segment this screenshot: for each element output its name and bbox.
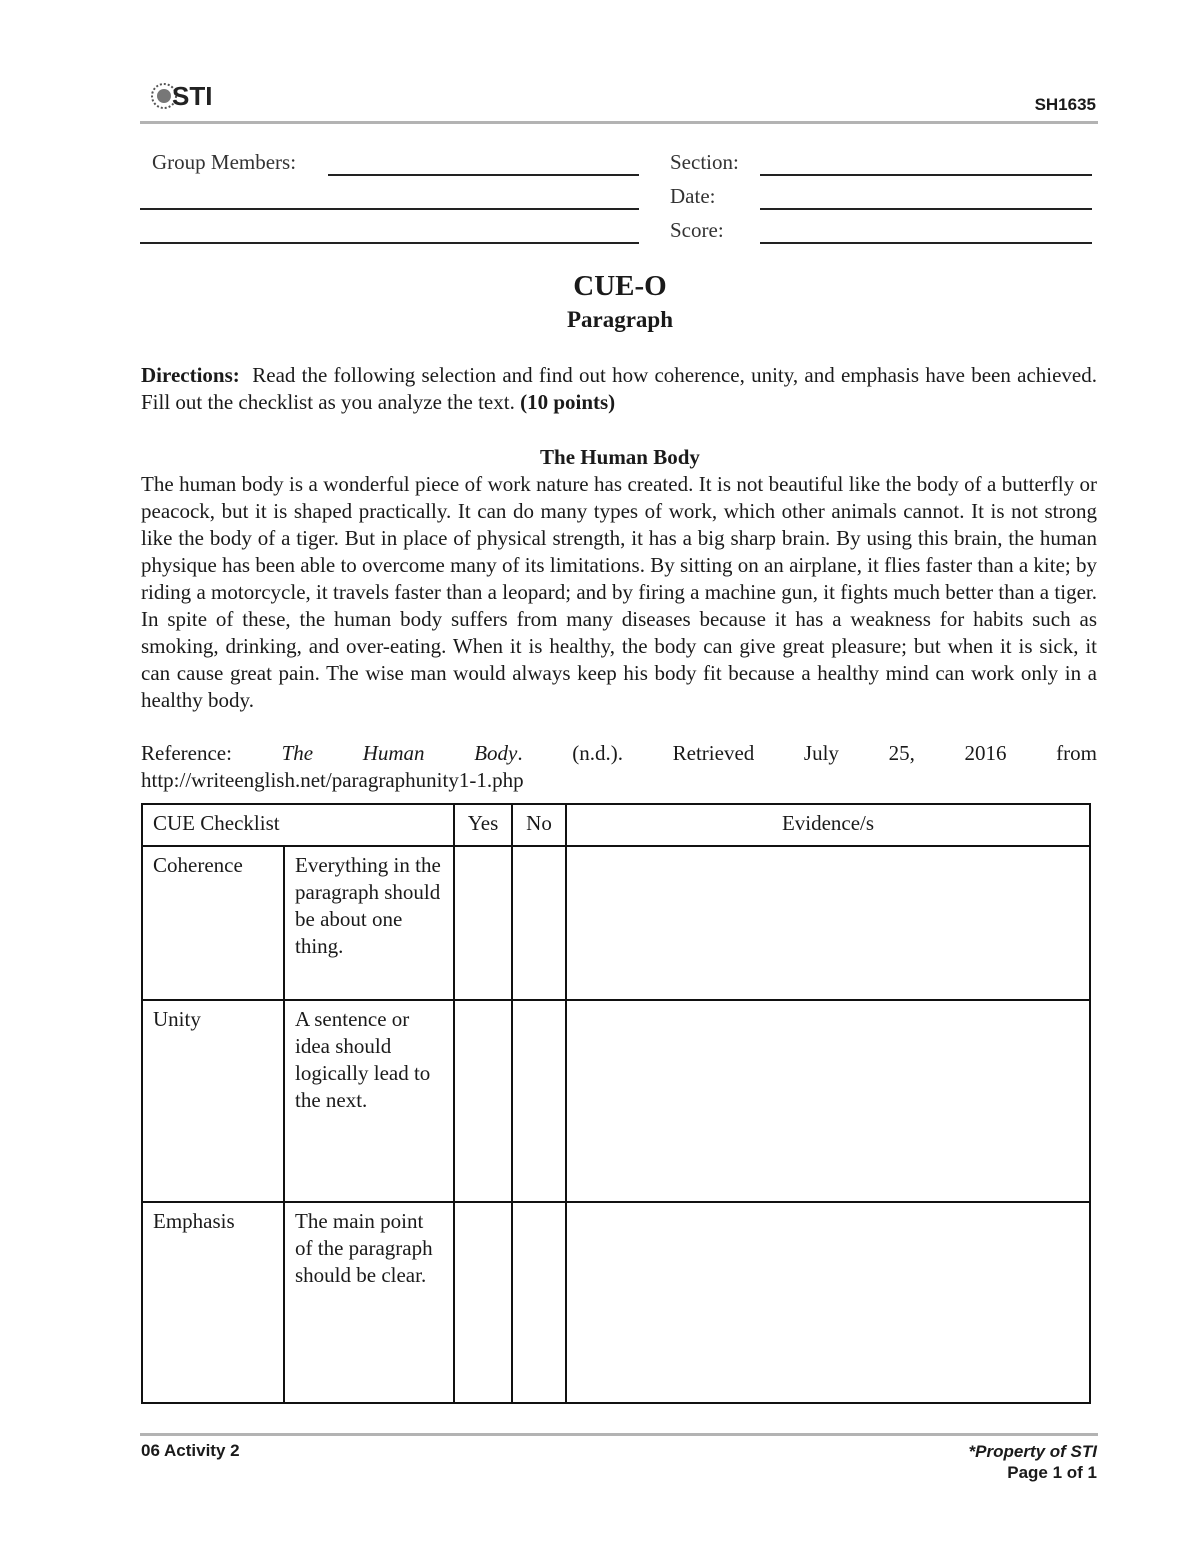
footer-info: [969, 1441, 1097, 1483]
header-divider: [140, 121, 1098, 124]
header-yes: Yes: [454, 804, 512, 846]
reference-url[interactable]: http://writeenglish.net/paragraphunity1-1.php: [141, 768, 524, 792]
evidence-cell[interactable]: [566, 846, 1090, 1000]
reference-month: July: [803, 741, 839, 765]
group-member-field-3[interactable]: [140, 242, 639, 244]
description-cell: A sentence or idea should logically lead to the next.: [284, 1000, 454, 1202]
passage-text: The human body is a wonderful piece of work nature has created. It is not beautiful like the body of a butterfly or peacock, but it is shaped practically. It can do many types of work, which other animals cannot. It is not strong like the body of a tiger. But in place of physical strength, it has a big sharp brain. By using this brain, the human physique has been able to overcome many of its limitations. By sitting on an airplane, it flies faster than a kite; by riding a motorcycle, it travels faster than a leopard; and by firing a machine gun, it fights much better than a tiger. In spite of these, the human body suffers from many diseases because it has a weakness for habits such as smoking, drinking, and over-eating. When it is healthy, the body can give great pleasure; but when it is sick, it can cause great pain. The wise man would always keep his body fit because a healthy mind can work only in a healthy body.: [141, 472, 1097, 712]
evidence-cell[interactable]: [566, 1000, 1090, 1202]
directions-points: (10 points): [520, 390, 616, 414]
no-cell[interactable]: [512, 846, 566, 1000]
reference-from: from: [1056, 741, 1097, 765]
header-no: No: [512, 804, 566, 846]
reference-title-word: Human: [362, 741, 425, 765]
page-subtitle: Paragraph: [566, 307, 674, 332]
reference: Reference: The Human Body. (n.d.). Retrieved July 25, 2016 from http://writeenglish.net/paragraphunity1-1.php: [141, 741, 1097, 792]
directions: [141, 362, 1097, 416]
header-cue-checklist: CUE Checklist: [142, 804, 454, 846]
date-field[interactable]: [760, 208, 1092, 210]
passage-title: The Human Body: [540, 445, 700, 469]
yes-cell[interactable]: [454, 1202, 512, 1403]
logo-text: STI: [172, 81, 213, 111]
footer-divider: [140, 1433, 1098, 1436]
description-cell: Everything in the paragraph should be about one thing.: [284, 846, 454, 1000]
reference-title-word: The: [281, 741, 314, 765]
section-field[interactable]: [760, 174, 1092, 176]
page-number: Page 1 of 1: [1007, 1463, 1097, 1482]
evidence-cell[interactable]: [566, 1202, 1090, 1403]
document-code: SH1635: [1034, 95, 1096, 114]
description-cell: The main point of the paragraph should be clear.: [284, 1202, 454, 1403]
reference-day: 25,: [888, 741, 915, 765]
reference-date: (n.d.).: [572, 741, 623, 765]
no-cell[interactable]: [512, 1202, 566, 1403]
header-evidence: Evidence/s: [566, 804, 1090, 846]
activity-label: 06 Activity 2: [141, 1441, 240, 1460]
criterion-cell: Unity: [142, 1000, 284, 1202]
section-label: Section:: [670, 150, 739, 174]
no-cell[interactable]: [512, 1000, 566, 1202]
property-notice: *Property of STI: [968, 1442, 1097, 1461]
score-label: Score:: [670, 218, 724, 242]
table-row: [142, 1000, 1090, 1202]
criterion-cell: Emphasis: [142, 1202, 284, 1403]
reference-year: 2016: [964, 741, 1007, 765]
group-members-label: Group Members:: [152, 150, 297, 174]
table-row: [142, 846, 1090, 1000]
yes-cell[interactable]: [454, 1000, 512, 1202]
date-label: Date:: [670, 184, 716, 208]
table-header-row: [142, 804, 1090, 846]
directions-label: Directions:: [141, 363, 240, 387]
cue-checklist-table: [141, 803, 1091, 1404]
directions-text: Read the following selection and find out how coherence, unity, and emphasis have been achieved. Fill out the checklist as you analyze the text.: [141, 363, 1097, 414]
yes-cell[interactable]: [454, 846, 512, 1000]
reference-label: Reference:: [141, 741, 232, 765]
table-row: [142, 1202, 1090, 1403]
reference-retrieved: Retrieved: [672, 741, 755, 765]
score-field[interactable]: [760, 242, 1092, 244]
group-member-field-1[interactable]: [328, 174, 639, 176]
group-member-field-2[interactable]: [140, 208, 639, 210]
sti-logo: [150, 78, 230, 114]
reference-title-word: Body: [474, 741, 518, 765]
page-title: CUE-O: [573, 270, 667, 302]
criterion-cell: Coherence: [142, 846, 284, 1000]
